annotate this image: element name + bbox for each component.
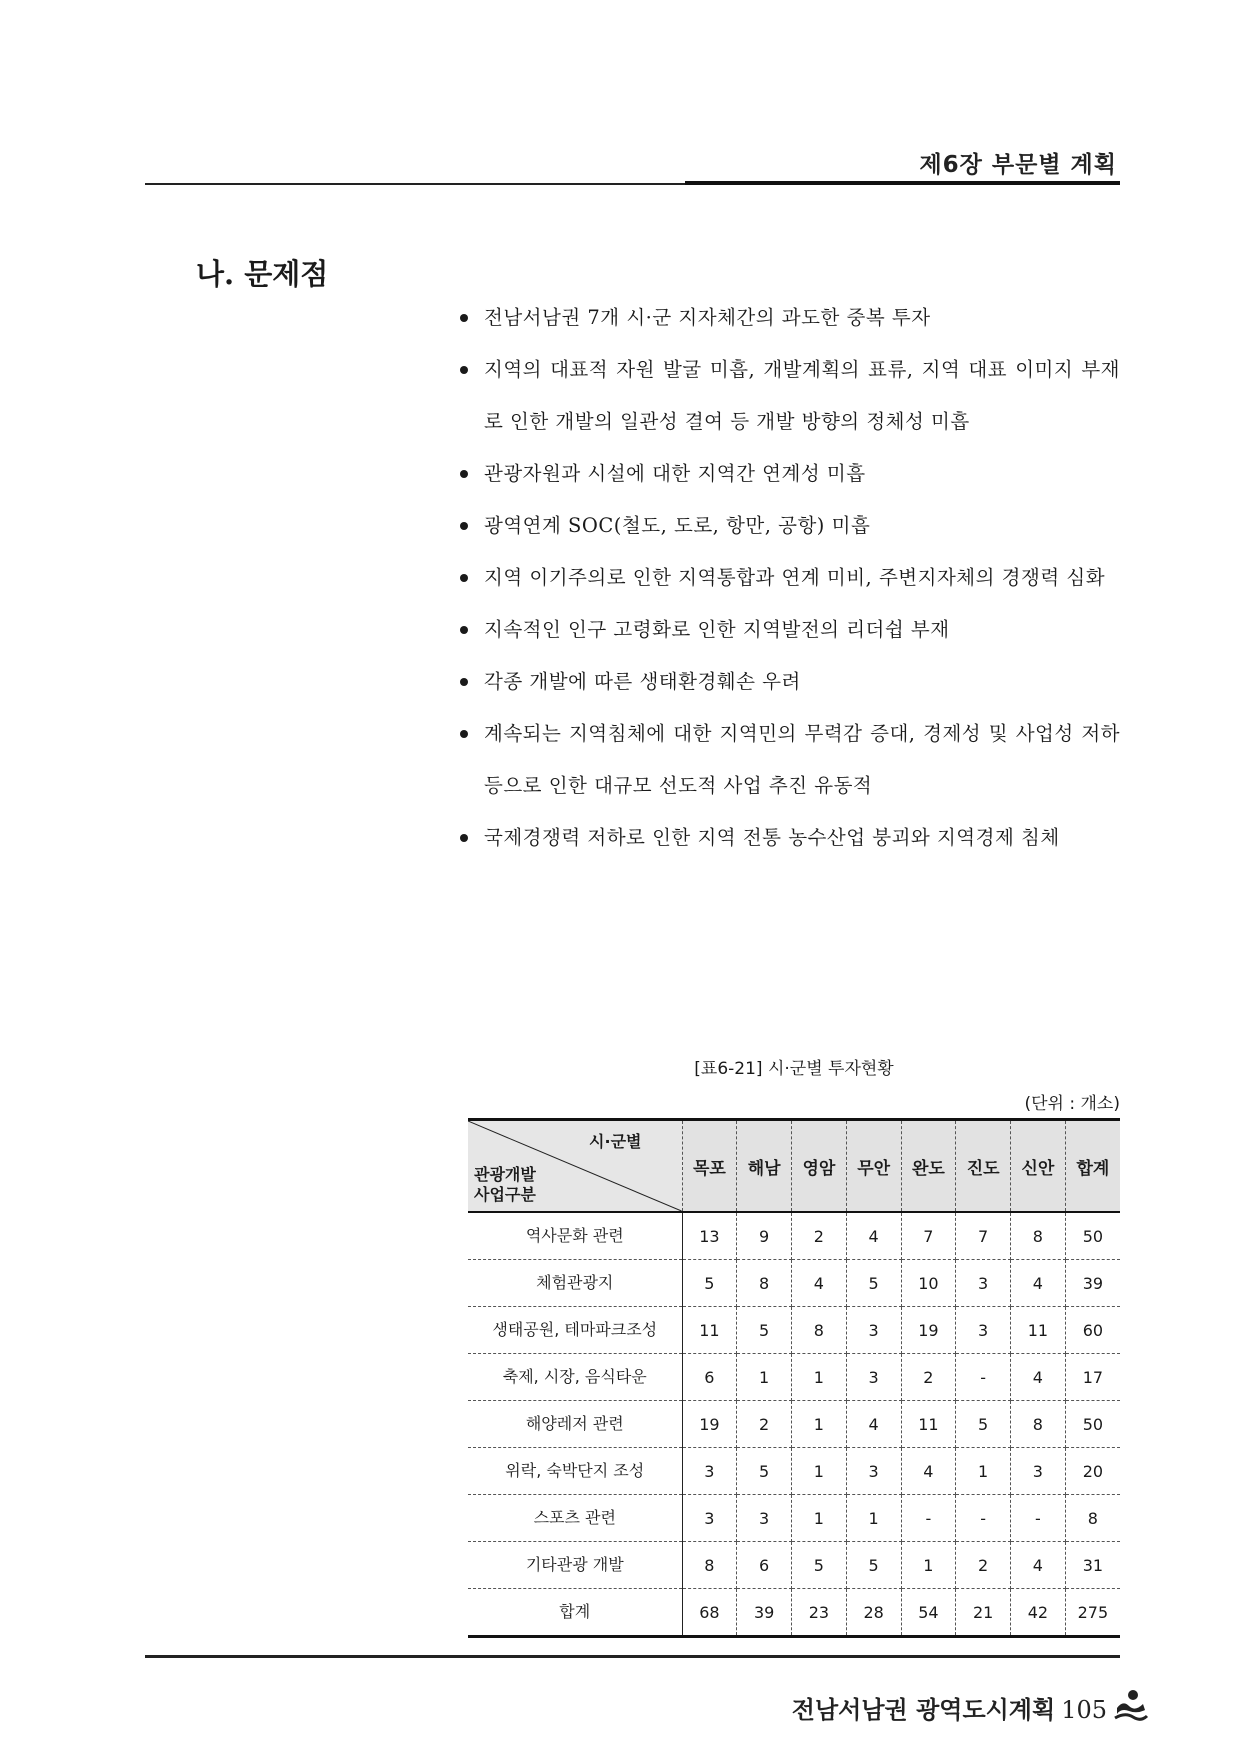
header-rule-accent	[685, 181, 1120, 185]
table-cell: 68	[682, 1589, 737, 1637]
table-cell: 6	[737, 1542, 792, 1589]
table-cell: 8	[792, 1307, 847, 1354]
row-label: 생태공원, 테마파크조성	[468, 1307, 682, 1354]
list-item-text: 지역의 대표적 자원 발굴 미흡, 개발계획의 표류, 지역 대표 이미지 부재로 인한 개발의 일관성 결여 등 개발 방향의 정체성 미흡	[484, 358, 1120, 433]
list-item-text: 지역 이기주의로 인한 지역통합과 연계 미비, 주변지자체의 경쟁력 심화	[484, 566, 1106, 589]
table-cell: 8	[1011, 1401, 1066, 1448]
list-item-text: 계속되는 지역침체에 대한 지역민의 무력감 증대, 경제성 및 사업성 저하 등으로 인한 대규모 선도적 사업 추진 유동적	[484, 722, 1120, 797]
list-item	[460, 500, 1120, 552]
list-item-text: 국제경쟁력 저하로 인한 지역 전통 농수산업 붕괴와 지역경제 침체	[484, 826, 1060, 849]
table-cell: 17	[1065, 1354, 1120, 1401]
table-cell: 2	[792, 1212, 847, 1260]
bullet-icon	[460, 470, 468, 478]
table-row	[468, 1542, 1120, 1589]
table-cell: 28	[846, 1589, 901, 1637]
table-cell: 4	[846, 1401, 901, 1448]
table-cell: 3	[956, 1260, 1011, 1307]
bullet-icon	[460, 678, 468, 686]
table-cell: 3	[956, 1307, 1011, 1354]
table-cell: 3	[737, 1495, 792, 1542]
column-header: 해남	[737, 1120, 792, 1213]
column-header: 합계	[1065, 1120, 1120, 1213]
table-cell: 4	[846, 1212, 901, 1260]
row-label: 위락, 숙박단지 조성	[468, 1448, 682, 1495]
chapter-title: 제6장 부문별 계획	[919, 152, 1117, 178]
table-cell: 3	[846, 1354, 901, 1401]
table-cell: 60	[1065, 1307, 1120, 1354]
table-cell: 1	[901, 1542, 956, 1589]
table-corner-header	[468, 1120, 682, 1213]
table-header-row	[468, 1120, 1120, 1213]
bullet-icon	[460, 314, 468, 322]
column-header: 완도	[901, 1120, 956, 1213]
table-cell: 5	[792, 1542, 847, 1589]
table-cell: 39	[1065, 1260, 1120, 1307]
table-cell: 39	[737, 1589, 792, 1637]
wave-logo-icon	[1113, 1686, 1149, 1722]
table-cell: 20	[1065, 1448, 1120, 1495]
row-label: 체험관광지	[468, 1260, 682, 1307]
table-caption: [표6-21] 시·군별 투자현황	[694, 1059, 894, 1079]
table-cell: 4	[1011, 1542, 1066, 1589]
table-cell: 13	[682, 1212, 737, 1260]
table-cell: -	[901, 1495, 956, 1542]
corner-row-label-line: 사업구분	[474, 1185, 536, 1204]
table-cell: -	[1011, 1495, 1066, 1542]
list-item	[460, 812, 1120, 864]
table-row	[468, 1401, 1120, 1448]
table-cell: 6	[682, 1354, 737, 1401]
list-item	[460, 656, 1120, 708]
bullet-icon	[460, 574, 468, 582]
table-cell: 3	[1011, 1448, 1066, 1495]
section-heading: 나. 문제점	[196, 257, 329, 291]
table-row	[468, 1307, 1120, 1354]
column-header: 무안	[846, 1120, 901, 1213]
table-cell: 11	[682, 1307, 737, 1354]
table-row	[468, 1448, 1120, 1495]
bullet-icon	[460, 366, 468, 374]
table-row	[468, 1495, 1120, 1542]
table-cell: 8	[1011, 1212, 1066, 1260]
table-cell: 1	[737, 1354, 792, 1401]
table-cell: 54	[901, 1589, 956, 1637]
table-cell: 50	[1065, 1401, 1120, 1448]
problem-list	[460, 292, 1120, 864]
table-cell: 275	[1065, 1589, 1120, 1637]
table-total-row	[468, 1589, 1120, 1637]
row-label: 해양레저 관련	[468, 1401, 682, 1448]
row-label: 축제, 시장, 음식타운	[468, 1354, 682, 1401]
table-cell: 5	[737, 1307, 792, 1354]
table-cell: 3	[846, 1448, 901, 1495]
table-cell: 4	[1011, 1260, 1066, 1307]
table-cell: 1	[956, 1448, 1011, 1495]
table-cell: 11	[1011, 1307, 1066, 1354]
list-item	[460, 604, 1120, 656]
table-cell: 3	[846, 1307, 901, 1354]
table-row	[468, 1212, 1120, 1260]
list-item-text: 각종 개발에 따른 생태환경훼손 우려	[484, 670, 801, 693]
table-cell: 4	[792, 1260, 847, 1307]
table-unit: (단위 : 개소)	[1024, 1094, 1120, 1114]
table-cell: 1	[792, 1401, 847, 1448]
table-cell: 4	[901, 1448, 956, 1495]
table-cell: -	[956, 1495, 1011, 1542]
table-cell: 1	[792, 1495, 847, 1542]
table-cell: 1	[846, 1495, 901, 1542]
list-item	[460, 552, 1120, 604]
bullet-icon	[460, 834, 468, 842]
table-cell: 8	[682, 1542, 737, 1589]
column-header: 영암	[792, 1120, 847, 1213]
footer	[792, 1690, 1107, 1725]
table-cell: 7	[956, 1212, 1011, 1260]
column-header: 신안	[1011, 1120, 1066, 1213]
table-cell: 9	[737, 1212, 792, 1260]
list-item	[460, 344, 1120, 448]
table-cell: 21	[956, 1589, 1011, 1637]
table-cell: 5	[682, 1260, 737, 1307]
table-cell: 7	[901, 1212, 956, 1260]
list-item	[460, 292, 1120, 344]
table-cell: -	[956, 1354, 1011, 1401]
corner-row-label-line: 관광개발	[474, 1165, 536, 1184]
row-label: 스포츠 관련	[468, 1495, 682, 1542]
column-header: 목포	[682, 1120, 737, 1213]
table-cell: 19	[682, 1401, 737, 1448]
table-cell: 2	[737, 1401, 792, 1448]
table-cell: 1	[792, 1354, 847, 1401]
table-cell: 5	[737, 1448, 792, 1495]
bullet-icon	[460, 626, 468, 634]
table-row	[468, 1354, 1120, 1401]
list-item-text: 광역연계 SOC(철도, 도로, 항만, 공항) 미흡	[484, 514, 871, 537]
table-cell: 5	[956, 1401, 1011, 1448]
table-cell: 19	[901, 1307, 956, 1354]
corner-row-label	[474, 1165, 536, 1205]
table-cell: 4	[1011, 1354, 1066, 1401]
bullet-icon	[460, 522, 468, 530]
table-cell: 8	[737, 1260, 792, 1307]
page-number: 105	[1061, 1696, 1107, 1724]
footer-title: 전남서남권 광역도시계획	[791, 1695, 1056, 1724]
table-cell: 3	[682, 1448, 737, 1495]
corner-column-label: 시·군별	[589, 1132, 642, 1151]
table-row	[468, 1260, 1120, 1307]
table-cell: 11	[901, 1401, 956, 1448]
table-cell: 23	[792, 1589, 847, 1637]
row-label: 합계	[468, 1589, 682, 1637]
table-cell: 31	[1065, 1542, 1120, 1589]
table-cell: 50	[1065, 1212, 1120, 1260]
bullet-icon	[460, 730, 468, 738]
investment-table	[468, 1118, 1120, 1638]
table-cell: 8	[1065, 1495, 1120, 1542]
table-cell: 42	[1011, 1589, 1066, 1637]
list-item-text: 지속적인 인구 고령화로 인한 지역발전의 리더쉽 부재	[484, 618, 950, 641]
list-item-text: 관광자원과 시설에 대한 지역간 연계성 미흡	[484, 462, 866, 485]
list-item	[460, 448, 1120, 500]
table-cell: 2	[956, 1542, 1011, 1589]
column-header: 진도	[956, 1120, 1011, 1213]
table-cell: 10	[901, 1260, 956, 1307]
table-cell: 1	[792, 1448, 847, 1495]
table-cell: 3	[682, 1495, 737, 1542]
list-item-text: 전남서남권 7개 시·군 지자체간의 과도한 중복 투자	[484, 306, 931, 329]
table-cell: 5	[846, 1542, 901, 1589]
list-item	[460, 708, 1120, 812]
footer-rule	[145, 1655, 1120, 1658]
row-label: 기타관광 개발	[468, 1542, 682, 1589]
row-label: 역사문화 관련	[468, 1212, 682, 1260]
table-cell: 5	[846, 1260, 901, 1307]
table-cell: 2	[901, 1354, 956, 1401]
